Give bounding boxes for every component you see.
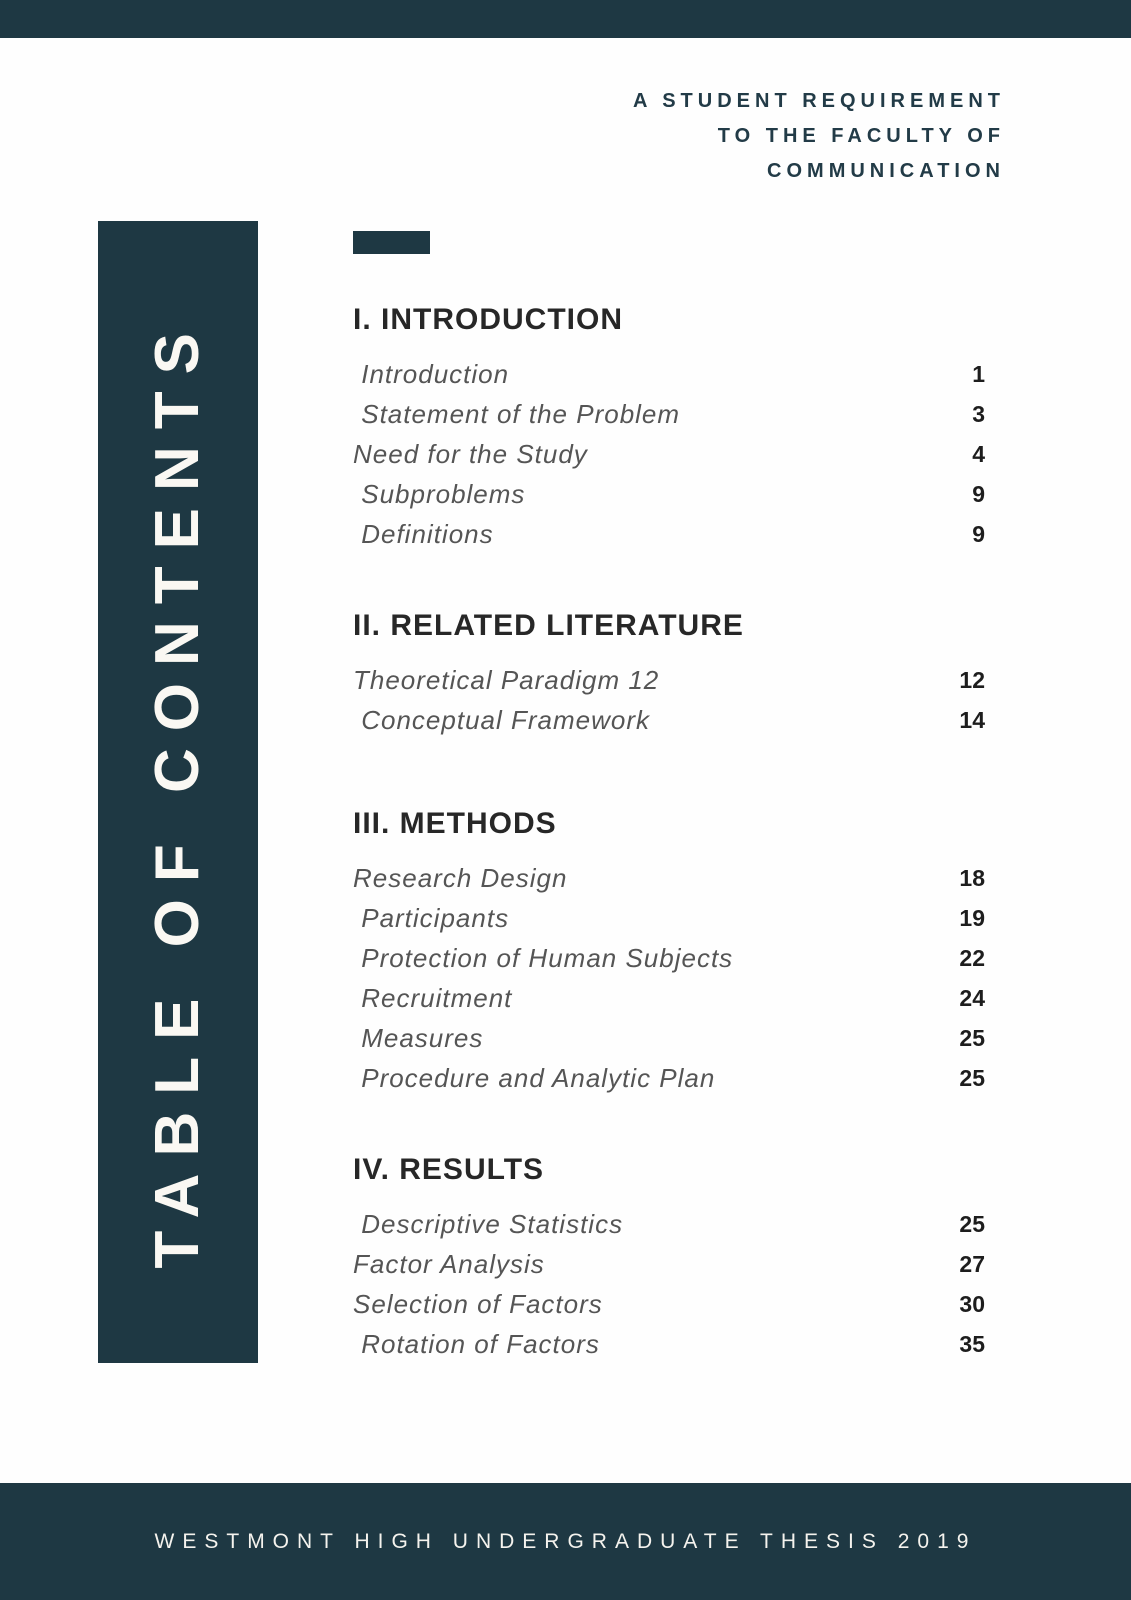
toc-item-label: Definitions: [353, 518, 494, 549]
toc-item-label: Theoretical Paradigm 12: [353, 664, 660, 695]
toc-item-label: Participants: [353, 902, 510, 933]
toc-item-page: 9: [972, 480, 985, 507]
vertical-title-band: [98, 221, 258, 1363]
toc-row: [353, 1244, 985, 1284]
toc-item-label: Statement of the Problem: [353, 398, 681, 429]
toc-item-page: 1: [972, 360, 985, 387]
toc-item-label: Subproblems: [353, 478, 526, 509]
toc-item-page: 35: [959, 1330, 985, 1357]
page-title: TABLE OF CONTENTS: [143, 315, 212, 1269]
toc-row: [353, 1058, 985, 1098]
toc-item-label: Conceptual Framework: [353, 704, 650, 735]
toc-item-page: 25: [959, 1064, 985, 1091]
toc-item-label: Procedure and Analytic Plan: [353, 1062, 716, 1093]
toc-row: [353, 1324, 985, 1364]
footer-text: WESTMONT HIGH UNDERGRADUATE THESIS 2019: [154, 1529, 977, 1553]
toc-row: [353, 514, 985, 554]
toc-item-page: 27: [959, 1250, 985, 1277]
toc-item-label: Need for the Study: [353, 438, 588, 469]
header-attribution: [633, 84, 1005, 189]
toc-item-page: 18: [959, 864, 985, 891]
toc-row: [353, 858, 985, 898]
footer-band: [0, 1483, 1131, 1600]
toc-row: [353, 660, 985, 700]
section-heading: II. RELATED LITERATURE: [353, 609, 744, 642]
header-line-1: A STUDENT REQUIREMENT: [632, 90, 1005, 112]
toc-item-page: 24: [959, 984, 985, 1011]
toc-section-introduction: [353, 302, 985, 554]
toc-section-methods: [353, 806, 985, 1098]
toc-item-page: 30: [959, 1290, 985, 1317]
accent-rectangle: [353, 231, 430, 254]
toc-row: [353, 898, 985, 938]
toc-row: [353, 1204, 985, 1244]
toc-item-label: Selection of Factors: [353, 1288, 603, 1319]
toc-section-results: [353, 1152, 985, 1364]
toc-item-label: Rotation of Factors: [353, 1328, 600, 1359]
toc-row: [353, 394, 985, 434]
header-line-3: COMMUNICATION: [767, 160, 1005, 182]
toc-section-related-literature: [353, 608, 985, 740]
section-heading: I. INTRODUCTION: [353, 303, 623, 336]
toc-item-label: Protection of Human Subjects: [353, 942, 734, 973]
toc-item-page: 22: [959, 944, 985, 971]
toc-row: [353, 938, 985, 978]
toc-item-page: 12: [959, 666, 985, 693]
table-of-contents: [353, 302, 985, 1364]
toc-item-label: Research Design: [353, 862, 568, 893]
toc-row: [353, 1284, 985, 1324]
toc-item-label: Descriptive Statistics: [353, 1208, 624, 1239]
toc-row: [353, 354, 985, 394]
toc-row: [353, 978, 985, 1018]
toc-item-label: Measures: [353, 1022, 484, 1053]
section-heading: IV. RESULTS: [353, 1153, 545, 1186]
toc-item-page: 14: [959, 706, 985, 733]
toc-row: [353, 700, 985, 740]
toc-item-label: Recruitment: [353, 982, 513, 1013]
toc-item-label: Factor Analysis: [353, 1248, 545, 1279]
header-line-2: TO THE FACULTY OF: [717, 125, 1005, 147]
toc-item-page: 25: [959, 1024, 985, 1051]
toc-item-label: Introduction: [353, 358, 510, 389]
toc-row: [353, 434, 985, 474]
toc-item-page: 4: [972, 440, 985, 467]
toc-item-page: 3: [972, 400, 985, 427]
toc-row: [353, 474, 985, 514]
top-accent-bar: [0, 0, 1131, 38]
toc-item-page: 25: [959, 1210, 985, 1237]
toc-row: [353, 1018, 985, 1058]
section-heading: III. METHODS: [353, 807, 557, 840]
toc-item-page: 9: [972, 520, 985, 547]
toc-item-page: 19: [959, 904, 985, 931]
